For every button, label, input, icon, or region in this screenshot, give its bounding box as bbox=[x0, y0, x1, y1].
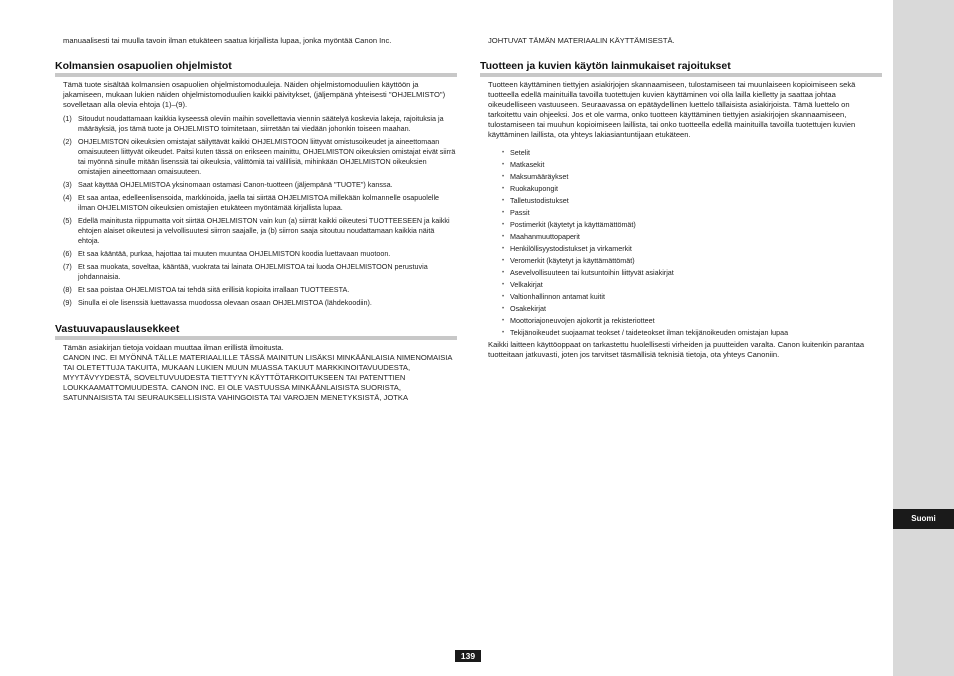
list-item: (3) Saat käyttää OHJELMISTOA yksinomaan ostamasi Canon-tuotteen (jäljempänä "TUOTE") kanssa. bbox=[63, 180, 393, 189]
list-item: (4) Et saa antaa, edelleenlisensoida, markkinoida, jaella tai siirtää OHJELMISTOA millekään kolmannelle osapuolelle ilman OHJELMISTON oikeuksien omistajien etukäteen myöntämää kirjallista lupaa. bbox=[63, 193, 440, 212]
third-party-intro: Tämä tuote sisältää kolmansien osapuolien ohjelmistomoduuleja. Näiden ohjelmistomoduulien käyttöön ja jakamiseen, mukaan lukien näiden ohjelmistomoduulien kaikki päivitykset, (jäljempänä yhteisesti "OHJELMISTO") sovelletaan alla olevia ehtoja (1)–(9). bbox=[63, 80, 446, 109]
list-item: • Postimerkit (käytetyt ja käyttämättömät) bbox=[502, 220, 882, 230]
language-sidebar bbox=[893, 0, 954, 676]
right-intro-text: JOHTUVAT TÄMÄN MATERIAALIN KÄYTTÄMISESTÄ. bbox=[488, 36, 675, 45]
left-intro-text: manuaalisesti tai muulla tavoin ilman etukäteen saatua kirjallista lupaa, jonka myöntää Canon Inc. bbox=[63, 36, 392, 45]
list-item: • Setelit bbox=[502, 148, 882, 158]
list-item: (2) OHJELMISTON oikeuksien omistajat säilyttävät kaikki OHJELMISTOON liittyvät omistusoikeudet ja aineettomaan omaisuuteen liittyvät oikeudet. Paitsi kuten tässä on erikseen mainittu, OHJELMISTON oikeuksien omistajat eivät siirrä tai myönnä sinulle mitään lisenssiä tai oikeuksia, välittömiä tai välillisiä, mihinkään OHJELMISTON oikeuksien omistajien aineettomaan omaisuuteen. bbox=[63, 137, 456, 176]
list-item: • Velkakirjat bbox=[502, 280, 882, 290]
list-item: • Osakekirjat bbox=[502, 304, 882, 314]
list-item: • Passit bbox=[502, 208, 882, 218]
list-item: • Matkasekit bbox=[502, 160, 882, 170]
legal-limitations-outro: Kaikki laitteen käyttöoppaat on tarkastettu huolellisesti virheiden ja puutteiden varalta. Canon kuitenkin parantaa tuotteitaan jatkuvasti, joten jos tarvitset täsmällisiä teknisiä tietoja, ota yhteys Canoniin. bbox=[488, 340, 865, 359]
list-item: • Moottoriajoneuvojen ajokortit ja rekisteriotteet bbox=[502, 316, 882, 326]
language-tab-suomi[interactable]: Suomi bbox=[893, 509, 954, 529]
list-item: • Maksumääräykset bbox=[502, 172, 882, 182]
section-heading-disclaimers: Vastuuvapauslausekkeet bbox=[55, 323, 457, 340]
page-number: 139 bbox=[455, 650, 481, 662]
list-item: (7) Et saa muokata, soveltaa, kääntää, vuokrata tai lainata OHJELMISTOA tai luoda OHJELMISTOON perustuvia johdannaisia. bbox=[63, 262, 428, 281]
third-party-terms-list bbox=[55, 114, 457, 308]
disclaimer-warranty-text: CANON INC. EI MYÖNNÄ TÄLLE MATERIAALILLE TÄSSÄ MAINITUN LISÄKSI MINKÄÄNLAISIA NIMENOMAISIA TAI OLETETTUJA TAKUITA, MUKAAN LUKIEN MUUN MUASSA TAKUUT MARKKINOITAVUUDESTA, MYYTÄVYYDESTÄ, SOVELTUVUUDESTA TIETTYYN KÄYTTÖTARKOITUKSEEN TAI PATENTTIEN LOUKKAAMATTOMUUDESTA. CANON INC. EI OLE VASTUUSSA MINKÄÄNLAISISTA SUORISTA, SATUNNAISISTA TAI SEURAUKSELLISISTA VAHINGOISTA TAI VAROJEN MENETYKSISTÄ, JOTKA bbox=[63, 353, 453, 402]
list-item: • Ruokakupongit bbox=[502, 184, 882, 194]
list-item: • Veromerkit (käytetyt ja käyttämättömät) bbox=[502, 256, 882, 266]
disclaimer-notice: Tämän asiakirjan tietoja voidaan muuttaa ilman erillistä ilmoitusta. bbox=[63, 343, 284, 352]
section-heading-legal-limitations: Tuotteen ja kuvien käytön lainmukaiset rajoitukset bbox=[480, 60, 882, 77]
list-item: • Asevelvollisuuteen tai kutsuntoihin liittyvät asiakirjat bbox=[502, 268, 882, 278]
legal-limitations-intro: Tuotteen käyttäminen tiettyjen asiakirjojen skannaamiseen, tulostamiseen tai muunlaiseen kopioimiseen sekä tuotteella edellä mainituilla tavoilla tuotettujen kuvien käyttäminen voi olla lailla kielletty ja saattaa johtaa oikeudelliseen vastuuseen. Seuraavassa on epätäydellinen luettelo tällaisista asiakirjoista. Tämä luettelo on tarkoitettu vain ohjeeksi. Jos et ole varma, onko tuotteen käyttäminen tiettyjen asiakirjojen skannaamiseen, tulostamiseen tai muuhun kopioimiseen laillista, tai onko tuotteella edellä mainituilla tavoilla tuotettujen kuvien käyttäminen laillista, ota yhteys lakiasiantuntijaan etukäteen. bbox=[488, 80, 856, 139]
section-heading-third-party-software: Kolmansien osapuolien ohjelmistot bbox=[55, 60, 457, 77]
list-item: • Henkilöllisyystodistukset ja virkamerkit bbox=[502, 244, 882, 254]
list-item: • Valtionhallinnon antamat kuitit bbox=[502, 292, 882, 302]
right-column bbox=[480, 36, 882, 360]
left-column bbox=[55, 36, 457, 403]
restricted-documents-list bbox=[480, 148, 882, 338]
list-item: (8) Et saa poistaa OHJELMISTOA tai tehdä siitä erillisiä kopioita irrallaan TUOTTEESTA. bbox=[63, 285, 350, 294]
list-item: (1) Sitoudut noudattamaan kaikkia kyseessä oleviin maihin sovellettavia viennin säätelyä koskevia lakeja, rajoituksia ja määräyksiä, jos tämä tuote ja OHJELMISTO toimitetaan, siirretään tai viedään johonkin toiseen maahan. bbox=[63, 114, 444, 133]
list-item: (5) Edellä mainitusta riippumatta voit siirtää OHJELMISTON vain kun (a) siirrät kaikki oikeutesi TUOTTEESEEN ja kaikki ehtojen alaiset oikeutesi ja velvollisuutesi siirron saajalle, ja (b) siirron saaja sitoutuu noudattamaan kaikkia näitä ehtoja. bbox=[63, 216, 450, 245]
list-item: (6) Et saa kääntää, purkaa, hajottaa tai muuten muuntaa OHJELMISTON koodia luettavaan muotoon. bbox=[63, 249, 391, 258]
list-item: • Talletustodistukset bbox=[502, 196, 882, 206]
list-item: • Tekijänoikeudet suojaamat teokset / taideteokset ilman tekijänoikeuden omistajan lupaa bbox=[502, 328, 882, 338]
list-item: • Maahanmuuttopaperit bbox=[502, 232, 882, 242]
list-item: (9) Sinulla ei ole lisenssiä luettavassa muodossa olevaan osaan OHJELMISTOA (lähdekoodiin). bbox=[63, 298, 372, 307]
